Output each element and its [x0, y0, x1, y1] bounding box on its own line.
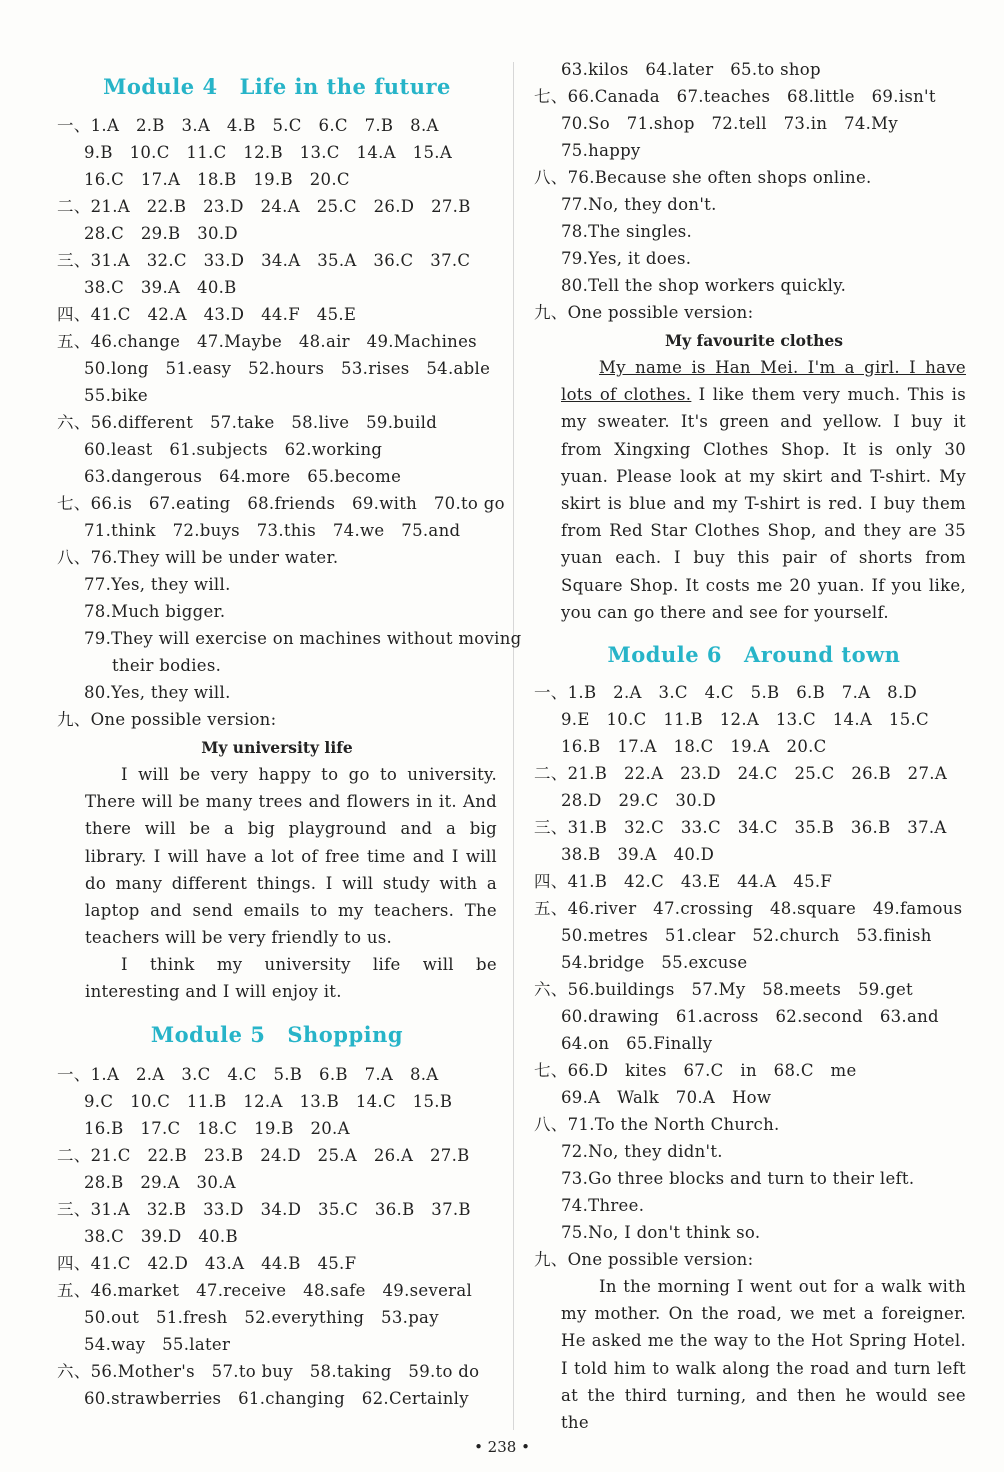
- answer-line: 79.Yes, it does.: [561, 249, 692, 268]
- module-5-heading: [57, 1020, 497, 1050]
- answer-line: 9.E 10.C 11.B 12.A 13.C 14.A 15.C: [561, 710, 929, 729]
- essay-paragraph: [534, 354, 966, 626]
- answer-line: 80.Tell the shop workers quickly.: [561, 276, 847, 295]
- answer-line: 二、21.C 22.B 23.B 24.D 25.A 26.A 27.B: [57, 1146, 470, 1165]
- answer-line: 38.B 39.A 40.D: [561, 845, 715, 864]
- answer-line: 八、71.To the North Church.: [534, 1115, 780, 1134]
- answer-line: 八、76.Because she often shops online.: [534, 168, 872, 187]
- answer-line: 60.drawing 61.across 62.second 63.and: [561, 1007, 939, 1026]
- answer-line: their bodies.: [112, 656, 222, 675]
- answer-line: 70.So 71.shop 72.tell 73.in 74.My: [561, 114, 898, 133]
- answer-line: 二、21.B 22.A 23.D 24.C 25.C 26.B 27.A: [534, 764, 948, 783]
- answer-line: 九、One possible version:: [534, 303, 754, 322]
- module-6-title: Around town: [744, 642, 901, 667]
- answer-line: 八、76.They will be under water.: [57, 548, 339, 567]
- answer-line: 七、66.D kites 67.C in 68.C me: [534, 1061, 857, 1080]
- answer-line: 63.dangerous 64.more 65.become: [84, 467, 402, 486]
- module-6-number: Module 6: [607, 642, 722, 667]
- answer-line: 72.No, they didn't.: [561, 1142, 723, 1161]
- answer-line: 一、1.A 2.A 3.C 4.C 5.B 6.B 7.A 8.A: [57, 1065, 439, 1084]
- answer-line: 16.B 17.C 18.C 19.B 20.A: [84, 1119, 350, 1138]
- answer-line: 六、56.buildings 57.My 58.meets 59.get: [534, 980, 913, 999]
- answer-line: 9.C 10.C 11.B 12.A 13.B 14.C 15.B: [84, 1092, 453, 1111]
- answer-line: 78.Much bigger.: [84, 602, 226, 621]
- module-5-title: Shopping: [287, 1022, 404, 1047]
- answer-line: 50.long 51.easy 52.hours 53.rises 54.able: [84, 359, 491, 378]
- answer-line: 九、One possible version:: [534, 1250, 754, 1269]
- answer-line: 75.No, I don't think so.: [561, 1223, 761, 1242]
- module-4-title: Life in the future: [239, 74, 451, 99]
- answer-line: 60.least 61.subjects 62.working: [84, 440, 383, 459]
- answer-line: 9.B 10.C 11.C 12.B 13.C 14.A 15.A: [84, 143, 453, 162]
- answer-line: 一、1.B 2.A 3.C 4.C 5.B 6.B 7.A 8.D: [534, 683, 918, 702]
- module-5-number: Module 5: [150, 1022, 266, 1047]
- answer-line: 四、41.C 42.D 43.A 44.B 45.F: [57, 1254, 357, 1273]
- essay-text: I like them very much. This is my sweater. It's green and yellow. I buy it from Xingxing Clothes Shop. It is only 30 yuan. Please look at my skirt and T-shirt. My skirt is blue and my T-shirt is red. I buy them from Red Star Clothes Shop, and they are 35 yuan each. I buy this pair of shorts from Square Shop. It costs me 20 yuan. If you like, you can go there and see for yourself.: [561, 385, 967, 622]
- answer-line: 七、66.Canada 67.teaches 68.little 69.isn't: [534, 87, 936, 106]
- module-4-heading: [57, 72, 497, 102]
- answer-line: 五、46.river 47.crossing 48.square 49.famous: [534, 899, 963, 918]
- essay-paragraph: I think my university life will be interesting and I will enjoy it.: [85, 955, 497, 1002]
- answer-line: 28.B 29.A 30.A: [84, 1173, 236, 1192]
- answer-line: 77.Yes, they will.: [84, 575, 231, 594]
- answer-line: 四、41.B 42.C 43.E 44.A 45.F: [534, 872, 833, 891]
- answer-line: 28.D 29.C 30.D: [561, 791, 717, 810]
- answer-line: 64.on 65.Finally: [561, 1034, 713, 1053]
- page-number: • 238 •: [474, 1438, 530, 1456]
- essay-title: My favourite clothes: [664, 331, 844, 350]
- answer-line: 55.bike: [84, 386, 148, 405]
- answer-line: 三、31.A 32.C 33.D 34.A 35.A 36.C 37.C: [57, 251, 471, 270]
- answer-line: 六、56.Mother's 57.to buy 58.taking 59.to do: [57, 1362, 480, 1381]
- module-6-heading: [534, 640, 974, 670]
- answer-line: 60.strawberries 61.changing 62.Certainly: [84, 1389, 469, 1408]
- answer-line: 七、66.is 67.eating 68.friends 69.with 70.to go: [57, 494, 505, 513]
- answer-line: 38.C 39.D 40.B: [84, 1227, 238, 1246]
- answer-line: 三、31.B 32.C 33.C 34.C 35.B 36.B 37.A: [534, 818, 947, 837]
- answer-line: 六、56.different 57.take 58.live 59.build: [57, 413, 438, 432]
- answer-line: 63.kilos 64.later 65.to shop: [561, 60, 821, 79]
- answer-line: 79.They will exercise on machines without moving: [84, 629, 522, 648]
- answer-line: 九、One possible version:: [57, 710, 277, 729]
- answer-line: 74.Three.: [561, 1196, 645, 1215]
- answer-line: 69.A Walk 70.A How: [561, 1088, 772, 1107]
- answer-line: 50.out 51.fresh 52.everything 53.pay: [84, 1308, 439, 1327]
- column-divider: [513, 62, 514, 1430]
- essay-underlined-sentence: My name is Han Mei. I'm a girl. I have lots of clothes.: [561, 358, 966, 405]
- answer-line: 16.C 17.A 18.B 19.B 20.C: [84, 170, 350, 189]
- answer-line: 28.C 29.B 30.D: [84, 224, 238, 243]
- answer-line: 80.Yes, they will.: [84, 683, 231, 702]
- answer-line: 五、46.market 47.receive 48.safe 49.several: [57, 1281, 473, 1300]
- answer-line: 54.bridge 55.excuse: [561, 953, 748, 972]
- answer-line: 50.metres 51.clear 52.church 53.finish: [561, 926, 932, 945]
- answer-line: 四、41.C 42.A 43.D 44.F 45.E: [57, 305, 357, 324]
- answer-line: 54.way 55.later: [84, 1335, 231, 1354]
- essay-paragraph: I will be very happy to go to university. There will be many trees and flowers in it. And there will be a big playground and a big library. I will have a lot of free time and I will do many different things. I will study with a laptop and send emails to my teachers. The teachers will be very friendly to us.: [85, 765, 497, 948]
- answer-line: 16.B 17.A 18.C 19.A 20.C: [561, 737, 827, 756]
- answer-line: 38.C 39.A 40.B: [84, 278, 237, 297]
- answer-line: 二、21.A 22.B 23.D 24.A 25.C 26.D 27.B: [57, 197, 471, 216]
- essay-paragraph: In the morning I went out for a walk with my mother. On the road, we met a foreigner. He asked me the way to the Hot Spring Hotel. I told him to walk along the road and turn left at the third turning, and then he would see the: [561, 1277, 966, 1433]
- module-4-number: Module 4: [103, 74, 218, 99]
- answer-line: 73.Go three blocks and turn to their left.: [561, 1169, 915, 1188]
- essay-title: My university life: [201, 738, 353, 757]
- answer-line: 一、1.A 2.B 3.A 4.B 5.C 6.C 7.B 8.A: [57, 116, 439, 135]
- answer-line: 三、31.A 32.B 33.D 34.D 35.C 36.B 37.B: [57, 1200, 471, 1219]
- answer-line: 71.think 72.buys 73.this 74.we 75.and: [84, 521, 461, 540]
- answer-line: 78.The singles.: [561, 222, 693, 241]
- answer-line: 五、46.change 47.Maybe 48.air 49.Machines: [57, 332, 477, 351]
- answer-line: 77.No, they don't.: [561, 195, 717, 214]
- answer-line: 75.happy: [561, 141, 641, 160]
